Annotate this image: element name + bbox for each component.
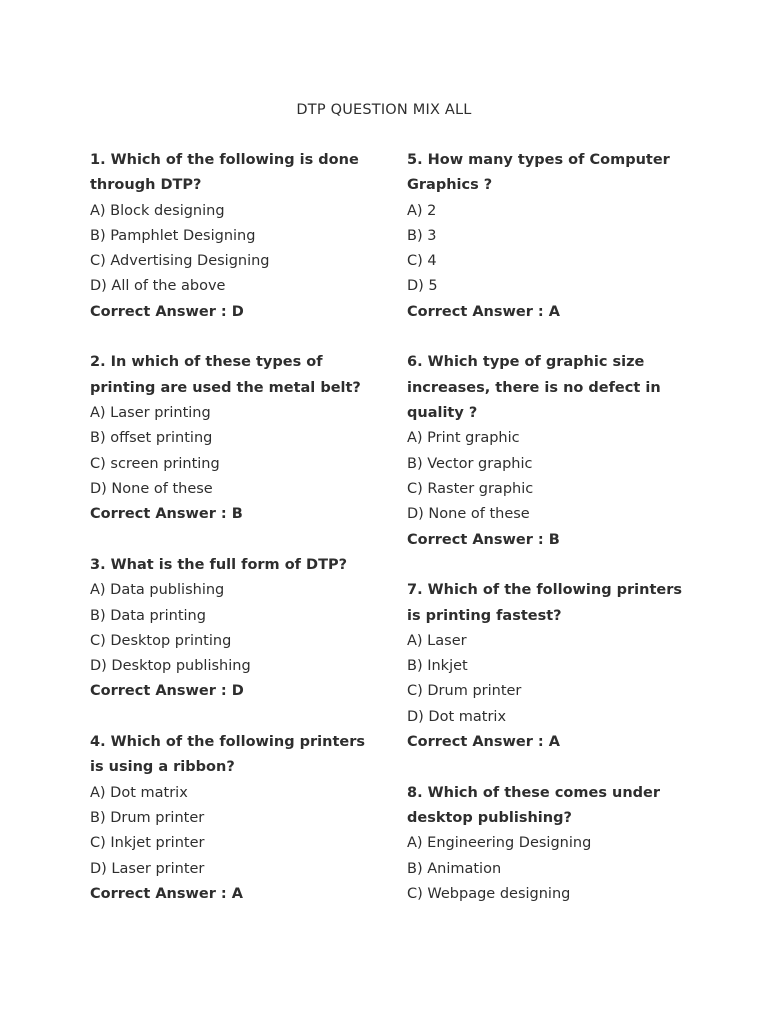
question-text: 8. Which of these comes under desktop publishing? [407, 784, 661, 826]
answer-option: B) Drum printer [90, 810, 205, 826]
correct-answer [407, 528, 687, 553]
answer-option: A) 2 [407, 202, 437, 219]
answer-option: C) Advertising Designing [90, 253, 270, 270]
answer-option: A) Print graphic [407, 430, 520, 447]
answer-option: A) Laser [407, 632, 467, 649]
answer-option: A) Laser printing [90, 405, 211, 422]
correct-answer-value: A [231, 885, 243, 902]
question-block [90, 730, 380, 907]
answer-option: B) Animation [407, 860, 502, 877]
correct-answer-label: Correct Answer : [407, 734, 549, 751]
question-text: 5. How many types of Computer Graphics ? [407, 152, 670, 194]
answer-option: D) None of these [407, 506, 530, 523]
question-block [90, 350, 380, 527]
answer-option: A) Dot matrix [90, 784, 188, 801]
answer-option: C) 4 [407, 253, 437, 270]
question-block [90, 148, 380, 325]
answer-option: D) None of these [90, 480, 213, 497]
answer-option: B) Vector graphic [407, 455, 533, 472]
correct-answer [90, 882, 380, 907]
question-text: 2. In which of these types of printing are used the metal belt? [90, 354, 361, 396]
correct-answer-value: B [548, 531, 560, 548]
correct-answer-value: A [548, 303, 560, 320]
question-text: 1. Which of the following is done through DTP? [90, 152, 359, 194]
answer-option: B) Data printing [90, 607, 206, 624]
correct-answer-value: A [548, 734, 560, 751]
left-column [90, 148, 380, 933]
answer-option: D) Dot matrix [407, 708, 507, 725]
correct-answer [90, 502, 380, 527]
answer-option: C) Raster graphic [407, 480, 534, 497]
correct-answer-value: D [231, 683, 244, 700]
correct-answer-value: B [231, 506, 243, 523]
answer-option: A) Block designing [90, 202, 225, 219]
question-block [407, 578, 687, 755]
answer-option: B) offset printing [90, 430, 213, 447]
question-text: 6. Which type of graphic size increases, there is no defect in quality ? [407, 354, 661, 422]
answer-option: C) Webpage designing [407, 885, 571, 902]
correct-answer-label: Correct Answer : [407, 303, 549, 320]
answer-option: D) All of the above [90, 278, 226, 295]
answer-option: B) 3 [407, 227, 437, 244]
answer-option: C) screen printing [90, 455, 220, 472]
question-text: 7. Which of the following printers is printing fastest? [407, 582, 683, 624]
answer-option: D) 5 [407, 278, 438, 295]
correct-answer [90, 300, 380, 325]
correct-answer-label: Correct Answer : [90, 683, 232, 700]
correct-answer [407, 300, 687, 325]
correct-answer-value: D [231, 303, 244, 320]
question-text: 3. What is the full form of DTP? [90, 556, 347, 573]
answer-option: B) Inkjet [407, 658, 468, 675]
answer-option: B) Pamphlet Designing [90, 227, 256, 244]
question-block [407, 781, 687, 907]
answer-option: A) Data publishing [90, 582, 225, 599]
question-block [407, 148, 687, 325]
right-column [407, 148, 687, 933]
answer-option: C) Desktop printing [90, 632, 232, 649]
answer-option: D) Desktop publishing [90, 658, 251, 675]
correct-answer [90, 679, 380, 704]
question-text: 4. Which of the following printers is using a ribbon? [90, 734, 366, 776]
question-block [90, 553, 380, 705]
correct-answer-label: Correct Answer : [90, 885, 232, 902]
answer-option: C) Inkjet printer [90, 835, 205, 852]
question-block [407, 350, 687, 552]
correct-answer [407, 730, 687, 755]
page-title: DTP QUESTION MIX ALL [296, 102, 472, 118]
answer-option: C) Drum printer [407, 683, 522, 700]
correct-answer-label: Correct Answer : [90, 303, 232, 320]
answer-option: D) Laser printer [90, 860, 205, 877]
correct-answer-label: Correct Answer : [90, 506, 232, 523]
answer-option: A) Engineering Designing [407, 835, 592, 852]
correct-answer-label: Correct Answer : [407, 531, 549, 548]
